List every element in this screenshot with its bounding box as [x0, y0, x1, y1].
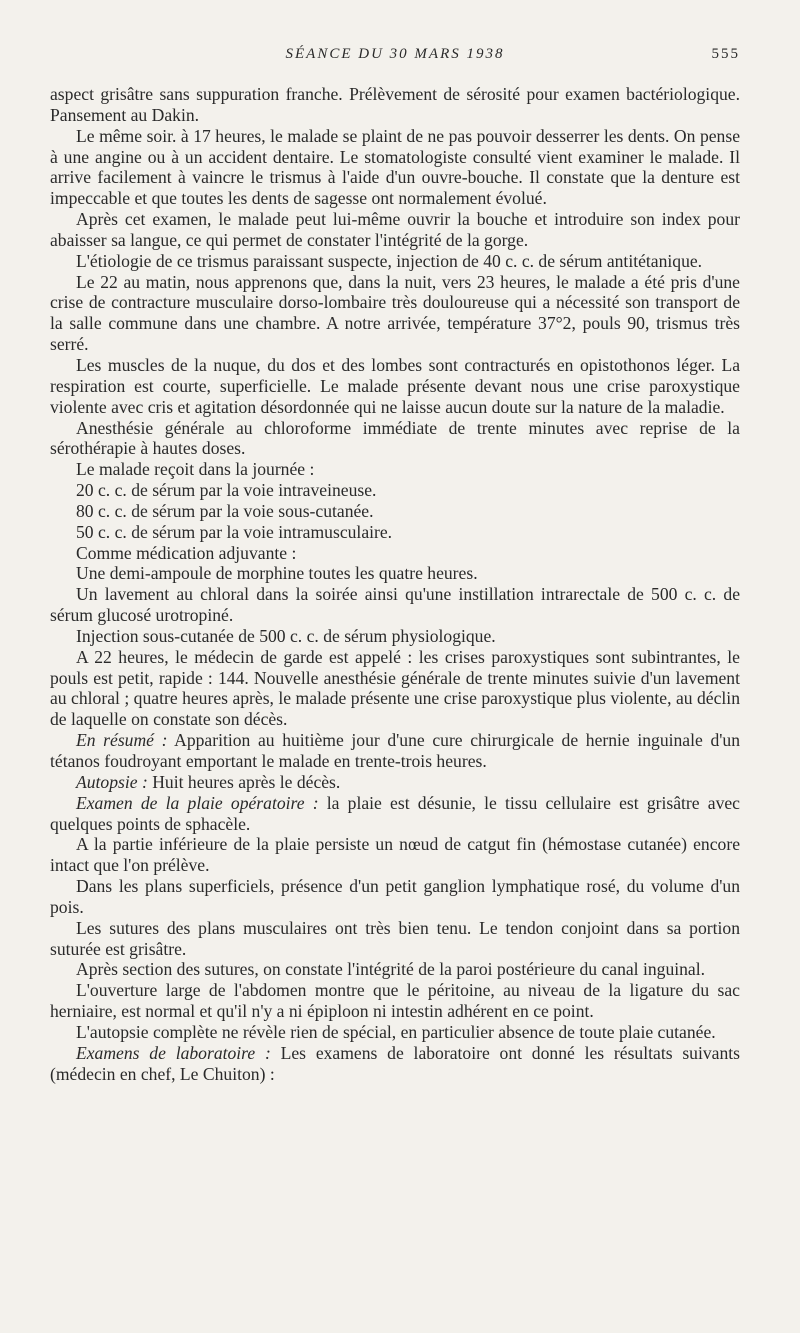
- paragraph-text: la plaie est désunie, le tissu cellulaire est grisâtre avec quelques points de sphacèle.: [50, 792, 740, 834]
- paragraph: [50, 459, 740, 480]
- paragraph: [50, 876, 740, 918]
- paragraph-text: Comme médication adjuvante :: [76, 542, 297, 563]
- paragraph-text: A la partie inférieure de la plaie persiste un nœud de catgut fin (hémostase cutanée) encore intact que l'on prélève.: [50, 834, 740, 876]
- paragraph: [50, 84, 740, 126]
- paragraph: [50, 543, 740, 564]
- paragraph: [50, 501, 740, 522]
- paragraph-text: aspect grisâtre sans suppuration franche. Prélèvement de sérosité pour examen bactériologique. Pansement au Dakin.: [50, 84, 740, 125]
- paragraph: [50, 418, 740, 460]
- paragraph-text: Dans les plans superficiels, présence d'un petit ganglion lymphatique rosé, du volume d'un pois.: [50, 876, 740, 917]
- paragraph: [50, 522, 740, 543]
- section-label: Examens de laboratoire :: [76, 1042, 271, 1063]
- paragraph: [50, 834, 740, 876]
- paragraph: [50, 980, 740, 1022]
- paragraph-text: Apparition au huitième jour d'une cure chirurgicale de hernie inguinale d'un tétanos foudroyant emportant le malade en trente-trois heures.: [50, 730, 741, 771]
- paragraph-text: Après section des sutures, on constate l'intégrité de la paroi postérieure du canal inguinal.: [76, 959, 706, 980]
- paragraph-text: L'étiologie de ce trismus paraissant suspecte, injection de 40 c. c. de sérum antitétanique.: [76, 250, 703, 271]
- paragraph-text: Les muscles de la nuque, du dos et des lombes sont contracturés en opistothonos léger. La respiration est courte, superficielle. Le malade présente devant nous une crise paroxystique violente avec cris et agitation désordonnée qui ne laisse aucun doute sur la nature de la maladie.: [50, 354, 740, 417]
- paragraph-text: L'autopsie complète ne révèle rien de spécial, en particulier absence de toute plaie cutanée.: [76, 1021, 716, 1042]
- paragraph: [50, 647, 740, 730]
- paragraph: [50, 563, 740, 584]
- section-label: Examen de la plaie opératoire :: [76, 792, 319, 813]
- running-header: [50, 46, 740, 70]
- body-text: [50, 84, 740, 1085]
- paragraph-text: 50 c. c. de sérum par la voie intramusculaire.: [76, 521, 393, 542]
- paragraph-text: Anesthésie générale au chloroforme immédiate de trente minutes avec reprise de la sérothérapie à hautes doses.: [50, 417, 740, 459]
- paragraph: [50, 355, 740, 418]
- paragraph-text: Après cet examen, le malade peut lui-même ouvrir la bouche et introduire son index pour abaisser sa langue, ce qui permet de constater l'intégrité de la gorge.: [50, 209, 740, 250]
- paragraph: [50, 793, 740, 835]
- page-number: 555: [711, 46, 740, 62]
- paragraph: [50, 584, 740, 626]
- paragraph-text: 80 c. c. de sérum par la voie sous-cutanée.: [76, 500, 374, 521]
- running-title: SÉANCE DU 30 MARS 1938: [285, 46, 505, 62]
- paragraph-text: Les sutures des plans musculaires ont très bien tenu. Le tendon conjoint dans sa portion suturée est grisâtre.: [50, 917, 740, 959]
- paragraph: [50, 730, 740, 772]
- paragraph: [50, 251, 740, 272]
- paragraph: [50, 772, 740, 793]
- paragraph: [50, 480, 740, 501]
- paragraph: [50, 126, 740, 209]
- paragraph: [50, 272, 740, 355]
- paragraph: [50, 209, 740, 251]
- paragraph-text: L'ouverture large de l'abdomen montre que le péritoine, au niveau de la ligature du sac herniaire, est normal et qu'il n'y a ni épiploon ni intestin adhérent en ce point.: [50, 980, 740, 1022]
- paragraph-text: Injection sous-cutanée de 500 c. c. de sérum physiologique.: [76, 625, 496, 646]
- paragraph: [50, 918, 740, 960]
- paragraph-text: Les examens de laboratoire ont donné les résultats suivants (médecin en chef, Le Chuiton) :: [50, 1042, 741, 1084]
- paragraph: [50, 1022, 740, 1043]
- paragraph-text: Huit heures après le décès.: [147, 771, 341, 792]
- paragraph-text: A 22 heures, le médecin de garde est appelé : les crises paroxystiques sont subintrantes, le pouls est petit, rapide : 144. Nouvelle anesthésie générale de trente minutes suivie d'un lavement au chloral ; quatre heures après, le malade présente une crise paroxystique plus violente, au déclin de laquelle on constate son décès.: [50, 646, 740, 730]
- paragraph: [50, 959, 740, 980]
- paragraph: [50, 626, 740, 647]
- paragraph-text: Un lavement au chloral dans la soirée ainsi qu'une instillation intrarectale de 500 c. c. de sérum glucosé urotropiné.: [50, 584, 740, 626]
- section-label: Autopsie :: [76, 771, 148, 792]
- paragraph-text: Le malade reçoit dans la journée :: [76, 459, 315, 480]
- paragraph: [50, 1043, 740, 1085]
- paragraph-text: Une demi-ampoule de morphine toutes les quatre heures.: [76, 563, 478, 584]
- section-label: En résumé :: [76, 730, 168, 751]
- paragraph-text: 20 c. c. de sérum par la voie intraveineuse.: [76, 480, 377, 501]
- paragraph-text: Le 22 au matin, nous apprenons que, dans la nuit, vers 23 heures, le malade a été pris d'une crise de contracture musculaire dorso-lombaire très douloureuse qui a nécessité son transport de la salle commune dans une chambre. A notre arrivée, température 37°2, pouls 90, trismus très serré.: [50, 271, 740, 355]
- paragraph-text: Le même soir. à 17 heures, le malade se plaint de ne pas pouvoir desserrer les dents. On pense à une angine ou à un accident dentaire. Le stomatologiste consulté vient examiner le malade. Il arrive facilement à vaincre le trismus à l'aide d'un ouvre-bouche. Il constate que la denture est impeccable et que toutes les dents de sagesse ont normalement évolué.: [50, 125, 740, 209]
